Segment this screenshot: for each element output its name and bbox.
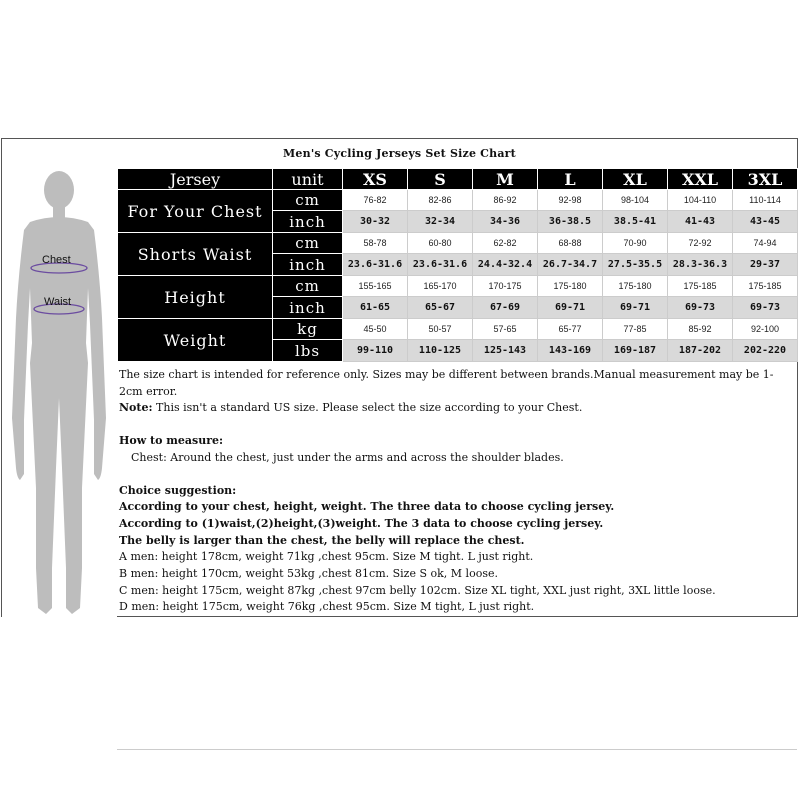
table-cell: 43-45 [733, 211, 798, 233]
table-cell: 110-125 [408, 340, 473, 362]
notes-section [119, 367, 795, 616]
choice-line: The belly is larger than the chest, the belly will replace the chest. [119, 533, 525, 547]
table-cell: 34-36 [473, 211, 538, 233]
unit-label: inch [273, 211, 343, 233]
bottom-divider [117, 749, 797, 750]
table-cell: 170-175 [473, 276, 538, 297]
size-header: XXL [668, 169, 733, 190]
unit-label: lbs [273, 340, 343, 362]
table-cell: 86-92 [473, 190, 538, 211]
table-cell: 36-38.5 [538, 211, 603, 233]
chest-label: Chest [42, 254, 71, 266]
table-row [118, 233, 798, 254]
table-cell: 26.7-34.7 [538, 254, 603, 276]
table-cell: 23.6-31.6 [408, 254, 473, 276]
table-cell: 155-165 [343, 276, 408, 297]
table-cell: 30-32 [343, 211, 408, 233]
table-cell: 28.3-36.3 [668, 254, 733, 276]
table-cell: 72-92 [668, 233, 733, 254]
table-cell: 104-110 [668, 190, 733, 211]
size-chart-card [1, 138, 798, 617]
table-cell: 175-180 [603, 276, 668, 297]
size-header: XS [343, 169, 408, 190]
size-header: XL [603, 169, 668, 190]
measure-label: Weight [118, 319, 273, 362]
unit-label: cm [273, 190, 343, 211]
example-line: C men: height 175cm, weight 87kg ,chest 97cm belly 102cm. Size XL tight, XXL just right, 3XL little loose. [119, 583, 716, 597]
measure-label: For Your Chest [118, 190, 273, 233]
table-cell: 62-82 [473, 233, 538, 254]
jersey-header: Jersey [118, 169, 273, 190]
table-cell: 92-100 [733, 319, 798, 340]
note-line [119, 400, 795, 417]
table-cell: 99-110 [343, 340, 408, 362]
table-cell: 24.4-32.4 [473, 254, 538, 276]
table-row [118, 190, 798, 211]
table-cell: 60-80 [408, 233, 473, 254]
choice-line: According to (1)waist,(2)height,(3)weight. The 3 data to choose cycling jersey. [119, 516, 604, 530]
table-cell: 175-180 [538, 276, 603, 297]
table-cell: 82-86 [408, 190, 473, 211]
table-cell: 27.5-35.5 [603, 254, 668, 276]
table-cell: 165-170 [408, 276, 473, 297]
table-cell: 110-114 [733, 190, 798, 211]
example-line: A men: height 178cm, weight 71kg ,chest 95cm. Size M tight. L just right. [119, 550, 534, 564]
size-table [117, 168, 798, 362]
size-header: 3XL [733, 169, 798, 190]
table-cell: 98-104 [603, 190, 668, 211]
how-to-measure-chest: Chest: Around the chest, just under the arms and across the shoulder blades. [131, 450, 564, 464]
waist-label: Waist [44, 296, 72, 308]
body-figure-panel [2, 168, 117, 617]
size-header: M [473, 169, 538, 190]
table-cell: 92-98 [538, 190, 603, 211]
size-table-body [118, 190, 798, 362]
size-header: L [538, 169, 603, 190]
table-cell: 143-169 [538, 340, 603, 362]
table-cell: 50-57 [408, 319, 473, 340]
unit-header: unit [273, 169, 343, 190]
table-cell: 202-220 [733, 340, 798, 362]
table-cell: 69-73 [733, 297, 798, 319]
note-label: Note: [119, 401, 153, 415]
table-cell: 76-82 [343, 190, 408, 211]
table-cell: 169-187 [603, 340, 668, 362]
how-to-measure-title: How to measure: [119, 434, 224, 448]
table-cell: 175-185 [733, 276, 798, 297]
table-cell: 65-67 [408, 297, 473, 319]
page-title: Men's Cycling Jerseys Set Size Chart [283, 147, 516, 160]
table-cell: 69-73 [668, 297, 733, 319]
measure-label: Height [118, 276, 273, 319]
table-cell: 187-202 [668, 340, 733, 362]
table-cell: 70-90 [603, 233, 668, 254]
table-cell: 77-85 [603, 319, 668, 340]
table-cell: 69-71 [603, 297, 668, 319]
table-cell: 69-71 [538, 297, 603, 319]
table-cell: 38.5-41 [603, 211, 668, 233]
unit-label: inch [273, 297, 343, 319]
choice-title: Choice suggestion: [119, 483, 237, 497]
table-cell: 41-43 [668, 211, 733, 233]
unit-label: kg [273, 319, 343, 340]
table-cell: 68-88 [538, 233, 603, 254]
table-row [118, 319, 798, 340]
table-cell: 61-65 [343, 297, 408, 319]
table-cell: 74-94 [733, 233, 798, 254]
table-cell: 175-185 [668, 276, 733, 297]
unit-label: inch [273, 254, 343, 276]
table-cell: 67-69 [473, 297, 538, 319]
table-cell: 125-143 [473, 340, 538, 362]
example-line: B men: height 170cm, weight 53kg ,chest 81cm. Size S ok, M loose. [119, 567, 498, 581]
example-line: D men: height 175cm, weight 76kg ,chest 95cm. Size M tight, L just right. [119, 600, 535, 614]
table-cell: 32-34 [408, 211, 473, 233]
size-header-row [118, 169, 798, 190]
table-cell: 29-37 [733, 254, 798, 276]
body-silhouette-image [2, 168, 117, 617]
size-header: S [408, 169, 473, 190]
table-cell: 85-92 [668, 319, 733, 340]
table-cell: 58-78 [343, 233, 408, 254]
table-cell: 57-65 [473, 319, 538, 340]
table-row [118, 276, 798, 297]
choice-line: According to your chest, height, weight. The three data to choose cycling jersey. [119, 500, 615, 514]
unit-label: cm [273, 233, 343, 254]
note-text: This isn't a standard US size. Please select the size according to your Chest. [152, 401, 583, 415]
table-cell: 65-77 [538, 319, 603, 340]
table-cell: 23.6-31.6 [343, 254, 408, 276]
unit-label: cm [273, 276, 343, 297]
measure-label: Shorts Waist [118, 233, 273, 276]
table-cell: 45-50 [343, 319, 408, 340]
intro-text: The size chart is intended for reference only. Sizes may be different between brands.Manual measurement may be 1-2cm error. [119, 368, 774, 398]
